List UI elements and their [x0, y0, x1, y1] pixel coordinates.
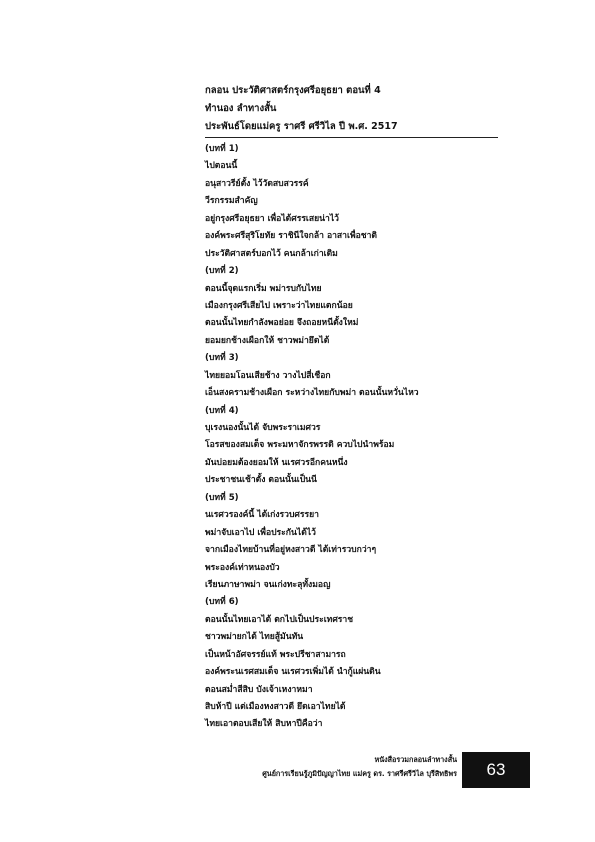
poem-line: ชาวพม่ายกได้ ไทยสู้มันทัน [205, 632, 304, 643]
footer-book-title: หนังสือรวมกลอนลำทางสั้น [374, 755, 457, 764]
poem-line: โอรสของสมเด็จ พระมหาจักรพรรดิ ควบไปนำพร้อม [205, 440, 395, 451]
poem-line: (บทที่ 3) [205, 353, 239, 364]
poem-body [205, 141, 505, 734]
poem-line: ตอนสม่ำสีสิบ บังเจ้าเหงาหมา [205, 684, 313, 695]
poem-line: องค์พระศรีสุริโยทัย ราชินีใจกล้า อาสาเพื่อชาติ [205, 231, 378, 242]
poem-line: องค์พระนเรศสมเด็จ นเรศวรเพิ่มได้ นำกู้แผ่นดิน [205, 667, 381, 678]
poem-title: กลอน ประวัติศาสตร์กรุงศรีอยุธยา ตอนที่ 4 [205, 85, 381, 96]
page-number-box [462, 752, 530, 788]
poem-line: นเรศวรองค์นี้ ได้เก่งรวบศรรยา [205, 510, 319, 521]
poem-line: ตอนนี้จุดแรกเริ่ม พม่ารบกับไทย [205, 283, 322, 294]
poem-line: (บทที่ 6) [205, 597, 239, 608]
poem-line: จากเมืองไทยบ้านที่อยู่หงสาวดี ได้เท่ารวบกว่าๆ [205, 545, 377, 556]
poem-line: ไปตอนนี้ [205, 161, 238, 172]
page-number: 63 [486, 760, 506, 779]
poem-line: ประวัติศาสตร์บอกไว้ คนกล้าเก่าเดิม [205, 248, 338, 259]
poem-line: ประชาชนเช้าตั้ง ตอนนั้นเป็นนี [205, 475, 317, 486]
footer-publisher: ศูนย์การเรียนรู้ภูมิปัญญาไทย แม่ครู ดร. ราศรีศรีวิไล บุรีสิทธิพร [262, 769, 457, 778]
poem-line: ยอมยกช้างเผือกให้ ชาวพม่ายึดได้ [205, 335, 330, 346]
poem-line: พม่าจับเอาไป เพื่อประกันได้ไว้ [205, 527, 316, 538]
poem-line: อยู่กรุงศรีอยุธยา เพื่อได้ศรรเสยน่าไว้ [205, 213, 339, 224]
poem-line: มันบ่อยมต้องยอมให้ นเรศวรอีกคนหนึ่ง [205, 457, 348, 468]
poem-line: เรียนภาษาพม่า จนเก่งทะลุทั้งมอญ [205, 579, 331, 590]
poem-melody: ทำนอง ลำทางสั้น [205, 103, 277, 114]
poem-line: วีรกรรมสำคัญ [205, 196, 258, 207]
poem-line: อนุสาวรีย์ตั้ง ไว้วัดสบสวรรค์ [205, 178, 309, 189]
poem-line: (บทที่ 2) [205, 266, 239, 277]
poem-line: เป็นหน้าอัศจรรย์แท้ พระปรีชาสามารถ [205, 649, 346, 660]
poem-line: ตอนนั้นไทยกำลังพอย่อย จึงถอยหนีตั้งใหม่ [205, 318, 359, 329]
poem-line: (บทที่ 1) [205, 144, 239, 154]
poem-line: ไทยเอาตอบเสียให้ สิบหาปีคือว่า [205, 719, 323, 730]
poem-line: บุเรงนองนั้นได้ จับพระราเมศวร [205, 423, 321, 433]
poem-header [205, 82, 498, 136]
poem-line: พระองค์เท่าหนองบัว [205, 562, 280, 573]
page-footer [262, 753, 457, 781]
header-divider [205, 137, 498, 138]
poem-author: ประพันธ์โดยแม่ครู ราศรี ศรีวิไล ปี พ.ศ. 2517 [205, 121, 398, 132]
poem-line: (บทที่ 4) [205, 405, 239, 416]
poem-line: ตอนนั้นไทยเอาได้ ตกไปเป็นประเทศราช [205, 614, 354, 625]
poem-line: ไทยยอมโอนเสียช้าง วางไปสี่เชือก [205, 370, 331, 381]
poem-line: เมืองกรุงศรีเสียไป เพราะว่าไทยแตกน้อย [205, 300, 353, 311]
poem-line: สิบห้าปี แต่เมืองหงสาวดี ยึดเอาไทยได้ [205, 702, 346, 712]
poem-line: (บทที่ 5) [205, 492, 239, 503]
poem-line: เอ็นสงครามช้างเผือก ระหว่างไทยกับพม่า ตอนนั้นหวั่นไหว [205, 388, 419, 399]
